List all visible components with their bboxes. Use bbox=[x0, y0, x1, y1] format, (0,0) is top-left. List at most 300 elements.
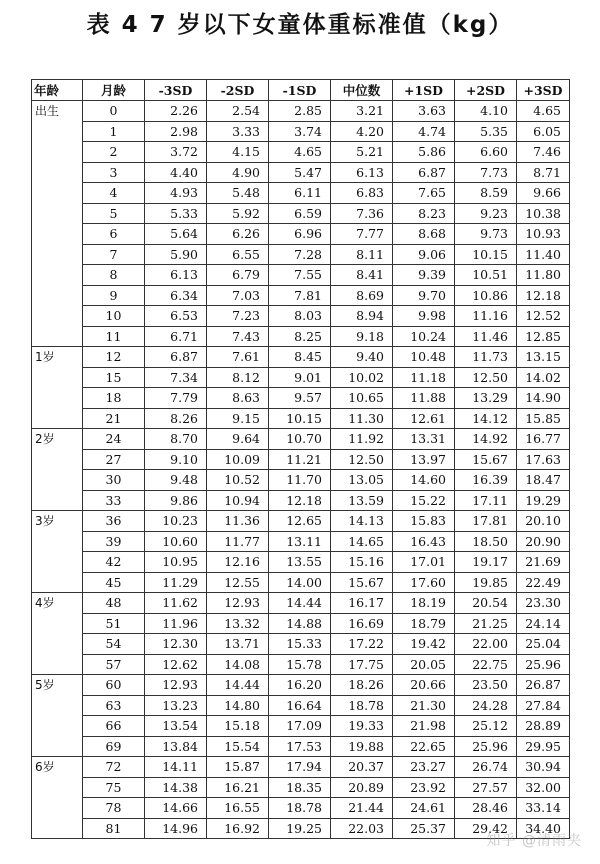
weight-value-cell: 7.36 bbox=[331, 203, 393, 224]
weight-value-cell: 11.73 bbox=[455, 347, 517, 368]
weight-value-cell: 20.05 bbox=[393, 654, 455, 675]
weight-value-cell: 5.33 bbox=[145, 203, 207, 224]
weight-value-cell: 4.20 bbox=[331, 121, 393, 142]
weight-value-cell: 17.01 bbox=[393, 552, 455, 573]
weight-value-cell: 14.92 bbox=[455, 429, 517, 450]
weight-value-cell: 15.54 bbox=[207, 736, 269, 757]
weight-value-cell: 12.30 bbox=[145, 634, 207, 655]
weight-value-cell: 7.65 bbox=[393, 183, 455, 204]
table-row bbox=[32, 224, 570, 245]
table-body bbox=[32, 101, 570, 839]
weight-value-cell: 15.87 bbox=[207, 757, 269, 778]
month-cell: 10 bbox=[83, 306, 145, 327]
weight-value-cell: 5.47 bbox=[269, 162, 331, 183]
age-group-cell bbox=[32, 716, 83, 737]
month-cell: 18 bbox=[83, 388, 145, 409]
age-group-cell bbox=[32, 736, 83, 757]
age-group-cell: 6岁 bbox=[32, 757, 83, 778]
age-group-cell bbox=[32, 265, 83, 286]
month-cell: 36 bbox=[83, 511, 145, 532]
weight-value-cell: 8.03 bbox=[269, 306, 331, 327]
age-group-cell bbox=[32, 244, 83, 265]
weight-value-cell: 6.60 bbox=[455, 142, 517, 163]
age-group-cell bbox=[32, 531, 83, 552]
weight-value-cell: 4.40 bbox=[145, 162, 207, 183]
weight-value-cell: 10.23 bbox=[145, 511, 207, 532]
table-row bbox=[32, 101, 570, 122]
table-row bbox=[32, 306, 570, 327]
weight-value-cell: 15.67 bbox=[455, 449, 517, 470]
weight-value-cell: 2.26 bbox=[145, 101, 207, 122]
month-cell: 11 bbox=[83, 326, 145, 347]
page-title: 表 4 7 岁以下女童体重标准值（kg） bbox=[86, 12, 514, 38]
weight-value-cell: 25.96 bbox=[455, 736, 517, 757]
weight-value-cell: 13.23 bbox=[145, 695, 207, 716]
weight-value-cell: 17.09 bbox=[269, 716, 331, 737]
weight-value-cell: 19.17 bbox=[455, 552, 517, 573]
column-header: 中位数 bbox=[331, 80, 393, 101]
weight-value-cell: 3.21 bbox=[331, 101, 393, 122]
weight-value-cell: 5.92 bbox=[207, 203, 269, 224]
age-group-cell bbox=[32, 654, 83, 675]
month-cell: 69 bbox=[83, 736, 145, 757]
weight-value-cell: 21.30 bbox=[393, 695, 455, 716]
table-row bbox=[32, 347, 570, 368]
table-row bbox=[32, 142, 570, 163]
table-row bbox=[32, 777, 570, 798]
weight-value-cell: 15.16 bbox=[331, 552, 393, 573]
weight-value-cell: 22.65 bbox=[393, 736, 455, 757]
month-cell: 7 bbox=[83, 244, 145, 265]
weight-value-cell: 21.25 bbox=[455, 613, 517, 634]
age-group-cell bbox=[32, 306, 83, 327]
weight-value-cell: 15.67 bbox=[331, 572, 393, 593]
column-header: -3SD bbox=[145, 80, 207, 101]
weight-value-cell: 16.77 bbox=[517, 429, 570, 450]
month-cell: 5 bbox=[83, 203, 145, 224]
weight-value-cell: 6.87 bbox=[393, 162, 455, 183]
month-cell: 81 bbox=[83, 818, 145, 839]
weight-value-cell: 18.47 bbox=[517, 470, 570, 491]
weight-value-cell: 3.74 bbox=[269, 121, 331, 142]
weight-value-cell: 7.23 bbox=[207, 306, 269, 327]
weight-value-cell: 16.17 bbox=[331, 593, 393, 614]
weight-value-cell: 18.78 bbox=[331, 695, 393, 716]
weight-value-cell: 12.50 bbox=[331, 449, 393, 470]
table-row bbox=[32, 716, 570, 737]
weight-value-cell: 20.37 bbox=[331, 757, 393, 778]
weight-value-cell: 24.61 bbox=[393, 798, 455, 819]
weight-value-cell: 14.12 bbox=[455, 408, 517, 429]
month-cell: 75 bbox=[83, 777, 145, 798]
weight-value-cell: 16.92 bbox=[207, 818, 269, 839]
weight-value-cell: 26.74 bbox=[455, 757, 517, 778]
age-group-cell: 3岁 bbox=[32, 511, 83, 532]
table-row bbox=[32, 162, 570, 183]
month-cell: 39 bbox=[83, 531, 145, 552]
weight-value-cell: 6.26 bbox=[207, 224, 269, 245]
table-row bbox=[32, 121, 570, 142]
age-group-cell bbox=[32, 798, 83, 819]
month-cell: 48 bbox=[83, 593, 145, 614]
weight-value-cell: 7.43 bbox=[207, 326, 269, 347]
month-cell: 4 bbox=[83, 183, 145, 204]
weight-value-cell: 10.09 bbox=[207, 449, 269, 470]
weight-value-cell: 8.45 bbox=[269, 347, 331, 368]
table-row bbox=[32, 429, 570, 450]
table-row bbox=[32, 634, 570, 655]
weight-value-cell: 14.38 bbox=[145, 777, 207, 798]
weight-value-cell: 17.94 bbox=[269, 757, 331, 778]
weight-value-cell: 7.73 bbox=[455, 162, 517, 183]
weight-value-cell: 11.21 bbox=[269, 449, 331, 470]
age-group-cell bbox=[32, 449, 83, 470]
weight-value-cell: 18.78 bbox=[269, 798, 331, 819]
age-group-cell bbox=[32, 183, 83, 204]
weight-value-cell: 20.89 bbox=[331, 777, 393, 798]
weight-value-cell: 8.23 bbox=[393, 203, 455, 224]
weight-value-cell: 19.85 bbox=[455, 572, 517, 593]
weight-value-cell: 14.44 bbox=[269, 593, 331, 614]
weight-value-cell: 8.25 bbox=[269, 326, 331, 347]
weight-value-cell: 19.88 bbox=[331, 736, 393, 757]
weight-value-cell: 5.90 bbox=[145, 244, 207, 265]
weight-value-cell: 9.86 bbox=[145, 490, 207, 511]
weight-value-cell: 11.40 bbox=[517, 244, 570, 265]
weight-value-cell: 9.57 bbox=[269, 388, 331, 409]
weight-value-cell: 6.13 bbox=[145, 265, 207, 286]
weight-value-cell: 16.21 bbox=[207, 777, 269, 798]
table-row bbox=[32, 695, 570, 716]
weight-value-cell: 9.66 bbox=[517, 183, 570, 204]
weight-value-cell: 7.03 bbox=[207, 285, 269, 306]
weight-value-cell: 25.96 bbox=[517, 654, 570, 675]
month-cell: 6 bbox=[83, 224, 145, 245]
weight-value-cell: 14.44 bbox=[207, 675, 269, 696]
table-row bbox=[32, 798, 570, 819]
month-cell: 78 bbox=[83, 798, 145, 819]
weight-value-cell: 14.88 bbox=[269, 613, 331, 634]
table-row bbox=[32, 388, 570, 409]
age-group-cell: 出生 bbox=[32, 101, 83, 122]
weight-value-cell: 7.79 bbox=[145, 388, 207, 409]
weight-value-cell: 22.75 bbox=[455, 654, 517, 675]
weight-value-cell: 5.21 bbox=[331, 142, 393, 163]
weight-value-cell: 10.38 bbox=[517, 203, 570, 224]
weight-value-cell: 2.98 bbox=[145, 121, 207, 142]
table-row bbox=[32, 572, 570, 593]
weight-value-cell: 30.94 bbox=[517, 757, 570, 778]
weight-value-cell: 13.97 bbox=[393, 449, 455, 470]
weight-value-cell: 8.12 bbox=[207, 367, 269, 388]
weight-value-cell: 23.27 bbox=[393, 757, 455, 778]
age-group-cell bbox=[32, 613, 83, 634]
weight-value-cell: 14.00 bbox=[269, 572, 331, 593]
weight-value-cell: 10.60 bbox=[145, 531, 207, 552]
weight-value-cell: 4.10 bbox=[455, 101, 517, 122]
weight-value-cell: 18.79 bbox=[393, 613, 455, 634]
column-header: 年龄 bbox=[32, 80, 83, 101]
table-row bbox=[32, 511, 570, 532]
weight-value-cell: 26.87 bbox=[517, 675, 570, 696]
table-row bbox=[32, 265, 570, 286]
weight-value-cell: 11.77 bbox=[207, 531, 269, 552]
table-row bbox=[32, 552, 570, 573]
month-cell: 33 bbox=[83, 490, 145, 511]
weight-value-cell: 28.89 bbox=[517, 716, 570, 737]
weight-value-cell: 5.86 bbox=[393, 142, 455, 163]
month-cell: 0 bbox=[83, 101, 145, 122]
weight-value-cell: 13.54 bbox=[145, 716, 207, 737]
weight-value-cell: 12.85 bbox=[517, 326, 570, 347]
weight-value-cell: 9.98 bbox=[393, 306, 455, 327]
weight-value-cell: 29.95 bbox=[517, 736, 570, 757]
weight-value-cell: 10.15 bbox=[269, 408, 331, 429]
month-cell: 21 bbox=[83, 408, 145, 429]
weight-value-cell: 6.05 bbox=[517, 121, 570, 142]
month-cell: 1 bbox=[83, 121, 145, 142]
weight-value-cell: 8.70 bbox=[145, 429, 207, 450]
weight-value-cell: 16.69 bbox=[331, 613, 393, 634]
weight-value-cell: 11.29 bbox=[145, 572, 207, 593]
weight-value-cell: 28.46 bbox=[455, 798, 517, 819]
table-row bbox=[32, 613, 570, 634]
weight-value-cell: 15.78 bbox=[269, 654, 331, 675]
weight-value-cell: 9.39 bbox=[393, 265, 455, 286]
table-row bbox=[32, 183, 570, 204]
weight-value-cell: 13.59 bbox=[331, 490, 393, 511]
weight-value-cell: 27.57 bbox=[455, 777, 517, 798]
weight-value-cell: 7.55 bbox=[269, 265, 331, 286]
weight-value-cell: 14.66 bbox=[145, 798, 207, 819]
weight-value-cell: 11.18 bbox=[393, 367, 455, 388]
weight-value-cell: 6.96 bbox=[269, 224, 331, 245]
weight-value-cell: 18.26 bbox=[331, 675, 393, 696]
table-row bbox=[32, 736, 570, 757]
weight-value-cell: 12.18 bbox=[269, 490, 331, 511]
weight-value-cell: 7.61 bbox=[207, 347, 269, 368]
age-group-cell bbox=[32, 552, 83, 573]
weight-value-cell: 12.16 bbox=[207, 552, 269, 573]
weight-value-cell: 23.92 bbox=[393, 777, 455, 798]
age-group-cell bbox=[32, 408, 83, 429]
weight-value-cell: 13.05 bbox=[331, 470, 393, 491]
column-header: +2SD bbox=[455, 80, 517, 101]
table-row bbox=[32, 593, 570, 614]
weight-value-cell: 5.48 bbox=[207, 183, 269, 204]
month-cell: 3 bbox=[83, 162, 145, 183]
weight-value-cell: 7.34 bbox=[145, 367, 207, 388]
weight-value-cell: 18.35 bbox=[269, 777, 331, 798]
weight-value-cell: 16.20 bbox=[269, 675, 331, 696]
table-header-row bbox=[32, 80, 570, 101]
weight-value-cell: 10.86 bbox=[455, 285, 517, 306]
weight-value-cell: 25.37 bbox=[393, 818, 455, 839]
weight-value-cell: 13.31 bbox=[393, 429, 455, 450]
weight-value-cell: 11.88 bbox=[393, 388, 455, 409]
weight-value-cell: 11.16 bbox=[455, 306, 517, 327]
weight-value-cell: 32.00 bbox=[517, 777, 570, 798]
weight-value-cell: 15.22 bbox=[393, 490, 455, 511]
age-group-cell bbox=[32, 285, 83, 306]
age-group-cell: 2岁 bbox=[32, 429, 83, 450]
weight-value-cell: 16.55 bbox=[207, 798, 269, 819]
weight-value-cell: 6.55 bbox=[207, 244, 269, 265]
weight-value-cell: 12.50 bbox=[455, 367, 517, 388]
weight-value-cell: 34.40 bbox=[517, 818, 570, 839]
weight-value-cell: 22.00 bbox=[455, 634, 517, 655]
weight-value-cell: 19.29 bbox=[517, 490, 570, 511]
table-row bbox=[32, 531, 570, 552]
weight-value-cell: 14.08 bbox=[207, 654, 269, 675]
weight-value-cell: 14.80 bbox=[207, 695, 269, 716]
age-group-cell bbox=[32, 142, 83, 163]
weight-value-cell: 29.42 bbox=[455, 818, 517, 839]
month-cell: 57 bbox=[83, 654, 145, 675]
age-group-cell bbox=[32, 695, 83, 716]
weight-value-cell: 15.18 bbox=[207, 716, 269, 737]
weight-value-cell: 11.30 bbox=[331, 408, 393, 429]
weight-value-cell: 7.81 bbox=[269, 285, 331, 306]
weight-value-cell: 10.94 bbox=[207, 490, 269, 511]
weight-value-cell: 18.50 bbox=[455, 531, 517, 552]
weight-value-cell: 22.03 bbox=[331, 818, 393, 839]
weight-value-cell: 23.30 bbox=[517, 593, 570, 614]
weight-value-cell: 6.13 bbox=[331, 162, 393, 183]
weight-value-cell: 3.63 bbox=[393, 101, 455, 122]
month-cell: 27 bbox=[83, 449, 145, 470]
weight-value-cell: 9.06 bbox=[393, 244, 455, 265]
column-header: -1SD bbox=[269, 80, 331, 101]
weight-value-cell: 6.11 bbox=[269, 183, 331, 204]
month-cell: 8 bbox=[83, 265, 145, 286]
weight-value-cell: 8.26 bbox=[145, 408, 207, 429]
weight-value-cell: 19.33 bbox=[331, 716, 393, 737]
weight-value-cell: 10.65 bbox=[331, 388, 393, 409]
column-header: +1SD bbox=[393, 80, 455, 101]
weight-value-cell: 20.90 bbox=[517, 531, 570, 552]
weight-value-cell: 17.81 bbox=[455, 511, 517, 532]
weight-value-cell: 17.11 bbox=[455, 490, 517, 511]
weight-value-cell: 10.51 bbox=[455, 265, 517, 286]
month-cell: 42 bbox=[83, 552, 145, 573]
month-cell: 45 bbox=[83, 572, 145, 593]
weight-value-cell: 11.70 bbox=[269, 470, 331, 491]
weight-value-cell: 19.42 bbox=[393, 634, 455, 655]
weight-value-cell: 6.79 bbox=[207, 265, 269, 286]
weight-value-cell: 8.68 bbox=[393, 224, 455, 245]
weight-value-cell: 12.18 bbox=[517, 285, 570, 306]
weight-value-cell: 13.15 bbox=[517, 347, 570, 368]
weight-value-cell: 21.98 bbox=[393, 716, 455, 737]
table-row bbox=[32, 367, 570, 388]
weight-value-cell: 19.25 bbox=[269, 818, 331, 839]
month-cell: 72 bbox=[83, 757, 145, 778]
column-header: -2SD bbox=[207, 80, 269, 101]
weight-value-cell: 4.65 bbox=[269, 142, 331, 163]
age-group-cell: 1岁 bbox=[32, 347, 83, 368]
weight-value-cell: 21.44 bbox=[331, 798, 393, 819]
weight-value-cell: 15.85 bbox=[517, 408, 570, 429]
weight-value-cell: 2.85 bbox=[269, 101, 331, 122]
table-row bbox=[32, 470, 570, 491]
weight-value-cell: 5.64 bbox=[145, 224, 207, 245]
table-row bbox=[32, 675, 570, 696]
weight-value-cell: 4.93 bbox=[145, 183, 207, 204]
month-cell: 30 bbox=[83, 470, 145, 491]
month-cell: 51 bbox=[83, 613, 145, 634]
column-header: +3SD bbox=[517, 80, 570, 101]
table-row bbox=[32, 244, 570, 265]
month-cell: 15 bbox=[83, 367, 145, 388]
weight-value-cell: 9.15 bbox=[207, 408, 269, 429]
weight-value-cell: 10.52 bbox=[207, 470, 269, 491]
age-group-cell bbox=[32, 224, 83, 245]
month-cell: 9 bbox=[83, 285, 145, 306]
weight-value-cell: 14.96 bbox=[145, 818, 207, 839]
weight-value-cell: 8.59 bbox=[455, 183, 517, 204]
month-cell: 66 bbox=[83, 716, 145, 737]
weight-value-cell: 6.83 bbox=[331, 183, 393, 204]
age-group-cell bbox=[32, 388, 83, 409]
weight-value-cell: 9.48 bbox=[145, 470, 207, 491]
weight-value-cell: 6.71 bbox=[145, 326, 207, 347]
weight-value-cell: 18.19 bbox=[393, 593, 455, 614]
age-group-cell bbox=[32, 470, 83, 491]
month-cell: 63 bbox=[83, 695, 145, 716]
weight-value-cell: 20.66 bbox=[393, 675, 455, 696]
weight-value-cell: 3.33 bbox=[207, 121, 269, 142]
weight-value-cell: 4.74 bbox=[393, 121, 455, 142]
weight-value-cell: 13.32 bbox=[207, 613, 269, 634]
month-cell: 54 bbox=[83, 634, 145, 655]
month-cell: 60 bbox=[83, 675, 145, 696]
watermark: 知乎 @清雨夹 bbox=[486, 833, 582, 849]
weight-value-cell: 10.48 bbox=[393, 347, 455, 368]
weight-value-cell: 4.90 bbox=[207, 162, 269, 183]
weight-value-cell: 12.61 bbox=[393, 408, 455, 429]
weight-value-cell: 8.63 bbox=[207, 388, 269, 409]
age-group-cell: 5岁 bbox=[32, 675, 83, 696]
weight-value-cell: 11.36 bbox=[207, 511, 269, 532]
weight-value-cell: 13.71 bbox=[207, 634, 269, 655]
age-group-cell bbox=[32, 777, 83, 798]
weight-value-cell: 24.28 bbox=[455, 695, 517, 716]
weight-value-cell: 20.10 bbox=[517, 511, 570, 532]
weight-value-cell: 11.96 bbox=[145, 613, 207, 634]
weight-value-cell: 12.93 bbox=[207, 593, 269, 614]
weight-value-cell: 8.41 bbox=[331, 265, 393, 286]
weight-value-cell: 6.59 bbox=[269, 203, 331, 224]
weight-value-cell: 10.93 bbox=[517, 224, 570, 245]
weight-value-cell: 9.23 bbox=[455, 203, 517, 224]
weight-value-cell: 10.24 bbox=[393, 326, 455, 347]
weight-value-cell: 17.53 bbox=[269, 736, 331, 757]
weight-value-cell: 9.10 bbox=[145, 449, 207, 470]
table-row bbox=[32, 449, 570, 470]
age-group-cell bbox=[32, 121, 83, 142]
month-cell: 24 bbox=[83, 429, 145, 450]
weight-value-cell: 12.65 bbox=[269, 511, 331, 532]
weight-value-cell: 14.13 bbox=[331, 511, 393, 532]
weight-value-cell: 2.54 bbox=[207, 101, 269, 122]
weight-value-cell: 8.71 bbox=[517, 162, 570, 183]
weight-value-cell: 17.63 bbox=[517, 449, 570, 470]
age-group-cell bbox=[32, 818, 83, 839]
weight-value-cell: 14.90 bbox=[517, 388, 570, 409]
column-header: 月龄 bbox=[83, 80, 145, 101]
table-row bbox=[32, 490, 570, 511]
